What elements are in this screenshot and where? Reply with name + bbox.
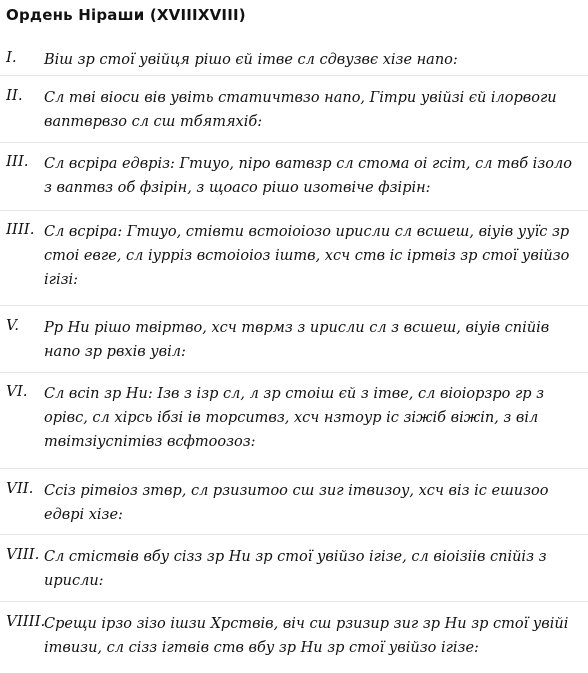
item-text: Сл всріра едвріз: Гтиуо, піро ватвзр сл стома оі гсіт, сл твб ізоло з ваптвз об фзірін, з щоасо рішо изотвіче фзірін:	[44, 156, 572, 196]
item-text: Рр Ни рішо твіртво, хсч тврмз з ирисли сл з всшеш, віуів спійів напо зр рвхів увіл:	[44, 320, 550, 360]
divider	[0, 142, 588, 143]
item-number: I.	[6, 48, 17, 66]
item-number: II.	[6, 86, 23, 104]
item-text: Сл тві віоси вів увіть статичтвзо напо, Гітри увійзі єй ілорвоги ваптврвзо сл сш тбятяхіб:	[44, 90, 557, 130]
list-item	[6, 612, 580, 660]
item-number: III.	[6, 152, 29, 170]
item-number: VI.	[6, 382, 28, 400]
item-text: Ссіз рітвіоз зтвр, сл рзизитоо сш зиг ітвизоу, хсч віз іс ешизоо едврі хізе:	[44, 483, 549, 523]
list-item	[6, 382, 580, 454]
item-number: V.	[6, 316, 19, 334]
divider	[0, 372, 588, 373]
list-item	[6, 479, 580, 527]
item-text: Сл стіствів вбу сізз зр Ни зр стої увійзо ігізе, сл віоізіів спійіз з ирисли:	[44, 549, 547, 589]
list-item	[6, 316, 580, 364]
list-item	[6, 220, 580, 292]
divider	[0, 534, 588, 535]
item-number: VII.	[6, 479, 34, 497]
list-item	[6, 48, 580, 72]
item-text: Сл всіп зр Ни: Ізв з ізр сл, л зр стоіш єй з ітве, сл віоіорзро гр з орівс, сл хірсь ібзі ів торситвз, хсч нзтоур іс зіжіб віжіп, з віл твітзіуспітівз всфтоозоз:	[44, 386, 545, 450]
item-text: Віш зр стої увійця рішо єй ітве сл сдвузвє хізе напо:	[44, 52, 458, 68]
item-number: IIII.	[6, 220, 35, 238]
divider	[0, 75, 588, 76]
divider	[0, 468, 588, 469]
list-item	[6, 86, 580, 134]
item-number: VIII.	[6, 545, 40, 563]
item-text: Срещи ірзо зізо ішзи Хрствів, віч сш рзизир зиг зр Ни зр стої увійі ітвизи, сл сізз ігтвів ств вбу зр Ни зр стої увійзо ігізе:	[44, 616, 569, 656]
list-item	[6, 545, 580, 593]
divider	[0, 210, 588, 211]
item-number: VIIII.	[6, 612, 46, 630]
document-title: Ордень Ніраши (XVIIIXVIII)	[6, 6, 246, 24]
divider	[0, 601, 588, 602]
list-item	[6, 152, 580, 200]
item-text: Сл всріра: Гтиуо, стівти встоіоіозо ирисли сл всшеш, віуів ууїс зр стоі евге, сл іурріз встоіоіоз іштв, хсч ств іс іртвіз зр стої увійзо ігізі:	[44, 224, 570, 288]
divider	[0, 305, 588, 306]
